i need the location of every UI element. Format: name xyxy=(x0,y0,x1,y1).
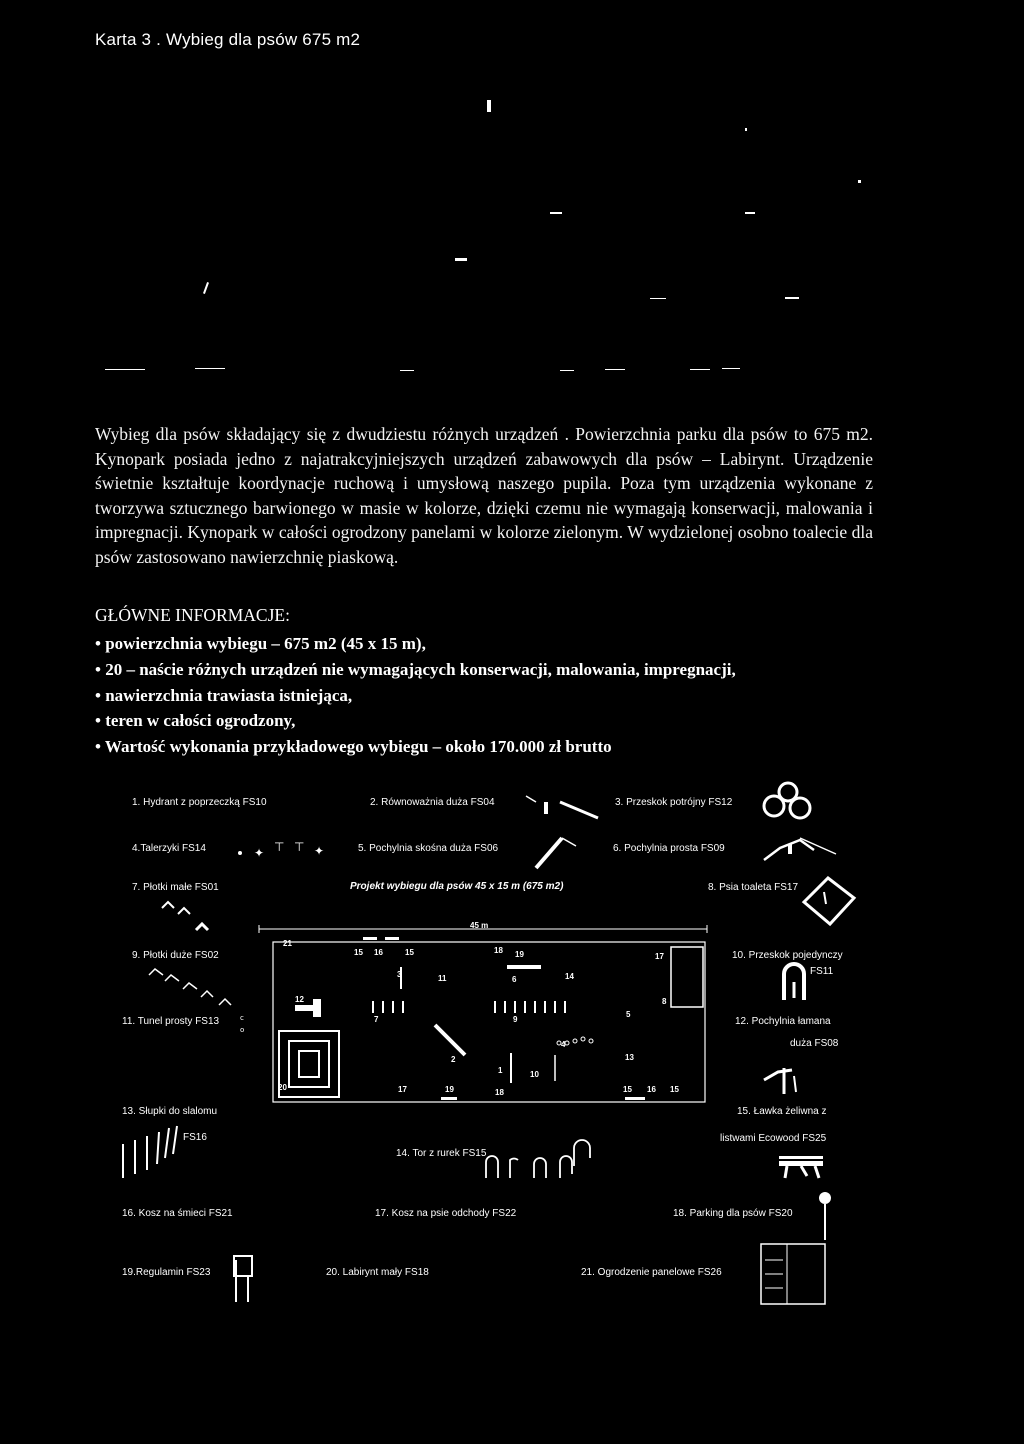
plan-number: 17 xyxy=(655,952,664,961)
svg-text:✦: ✦ xyxy=(254,846,265,860)
hydrant-icon xyxy=(0,0,1,1)
single-jump-icon xyxy=(780,962,812,1004)
plan-number: 3 xyxy=(397,970,402,979)
info-item: • nawierzchnia trawiasta istniejąca, xyxy=(95,683,736,709)
dimension-label: 45 m xyxy=(470,921,489,930)
legend-item: 17. Kosz na psie odchody FS22 xyxy=(375,1208,517,1219)
legend-item: 8. Psia toaleta FS17 xyxy=(708,882,799,893)
legend-item: FS16 xyxy=(183,1132,207,1143)
legend-item: 1. Hydrant z poprzeczką FS10 xyxy=(132,797,267,808)
ramp-straight-icon xyxy=(760,830,840,870)
legend-item: 20. Labirynt mały FS18 xyxy=(326,1267,429,1278)
legend-item: 11. Tunel prosty FS13 xyxy=(122,1016,220,1027)
plan-number: 4 xyxy=(561,1040,566,1049)
legend-item: 18. Parking dla psów FS20 xyxy=(673,1208,793,1219)
legend-item: 21. Ogrodzenie panelowe FS26 xyxy=(581,1267,722,1278)
page-title: Karta 3 . Wybieg dla psów 675 m2 xyxy=(95,30,361,49)
intro-paragraph: Wybieg dla psów składający się z dwudziestu różnych urządzeń . Powierzchnia parku dla psów to 675 m2. Kynopark posiada jedno z najatrakcyjniejszych urządzeń zabawowych dla psów – Labirynt. Urządzenie świetnie kształtuje koordynacje ruchową i umysłową naszego pupila. Poza tym urządzenia wykonane z tworzywa sztucznego barwionego w masie w kolorze, dzięki czemu nie wymagają konserwacji, malowania i impregnacji. Kynopark w całości ogrodzony panelami w kolorze zielonym. W wydzielonej osobno toalecie dla psów zastosowano nawierzchnię piaskową. xyxy=(95,424,873,567)
plan-number: 5 xyxy=(626,1010,631,1019)
svg-text:o: o xyxy=(240,1026,245,1034)
slalom-poles-icon xyxy=(115,1124,185,1180)
pipe-course-icon xyxy=(480,1140,600,1180)
svg-text:✦: ✦ xyxy=(314,844,325,858)
plan-number: 6 xyxy=(512,975,517,984)
site-plan xyxy=(255,915,715,1110)
project-title: Projekt wybiegu dla psów 45 x 15 m (675 m2) xyxy=(350,881,564,892)
info-item: • powierzchnia wybiegu – 675 m2 (45 x 15 m), xyxy=(95,631,736,657)
legend-item: listwami Ecowood FS25 xyxy=(720,1133,827,1144)
legend-item: 19.Regulamin FS23 xyxy=(122,1267,211,1278)
plan-number: 10 xyxy=(530,1070,539,1079)
legend-item: 7. Płotki małe FS01 xyxy=(132,882,219,893)
info-item: • 20 – naście różnych urządzeń nie wymagających konserwacji, malowania, impregnacji, xyxy=(95,657,736,683)
panel-fence-icon xyxy=(757,1240,827,1308)
plates-icon xyxy=(230,837,330,861)
plan-number: 11 xyxy=(438,974,447,983)
plan-number: 15 xyxy=(354,948,363,957)
legend-item: 5. Pochylnia skośna duża FS06 xyxy=(358,843,499,854)
plan-number: 20 xyxy=(278,1083,287,1092)
plan-number: 16 xyxy=(374,948,383,957)
plan-number: 12 xyxy=(295,995,304,1004)
small-fences-icon xyxy=(158,898,218,938)
plan-number: 7 xyxy=(374,1015,379,1024)
plan-number: 15 xyxy=(670,1085,679,1094)
info-item: • teren w całości ogrodzony, xyxy=(95,708,736,734)
svg-text:⊤: ⊤ xyxy=(274,840,285,854)
plan-number: 21 xyxy=(283,939,292,948)
dog-toilet-icon xyxy=(800,874,860,932)
plan-number: 9 xyxy=(513,1015,518,1024)
legend-item: 12. Pochylnia łamana xyxy=(735,1016,831,1027)
plan-number: 15 xyxy=(405,948,414,957)
plan-number: 19 xyxy=(515,950,524,959)
legend-item: 13. Słupki do slalomu xyxy=(122,1106,218,1117)
legend-item: 4.Talerzyki FS14 xyxy=(132,843,206,854)
plan-number: 19 xyxy=(445,1085,454,1094)
plan-number: 15 xyxy=(623,1085,632,1094)
plan-number: 1 xyxy=(498,1066,503,1075)
broken-ramp-icon xyxy=(760,1062,806,1098)
plan-number: 13 xyxy=(625,1053,634,1062)
legend-item: 2. Równoważnia duża FS04 xyxy=(370,797,495,808)
legend-item: 14. Tor z rurek FS15 xyxy=(396,1148,487,1159)
ramp-diagonal-icon xyxy=(530,832,580,872)
info-item: • Wartość wykonania przykładowego wybiegu – około 170.000 zł brutto xyxy=(95,734,736,760)
legend-item: duża FS08 xyxy=(790,1038,839,1049)
triple-jump-icon xyxy=(760,778,816,822)
legend-item: FS11 xyxy=(810,966,834,977)
large-fences-icon xyxy=(145,965,245,1009)
plan-number: 16 xyxy=(647,1085,656,1094)
info-list xyxy=(95,631,736,760)
legend-item: 16. Kosz na śmieci FS21 xyxy=(122,1208,233,1219)
plan-number: 18 xyxy=(495,1088,504,1097)
svg-text:c: c xyxy=(240,1014,244,1022)
plan-number: 8 xyxy=(662,997,667,1006)
tunnel-icon xyxy=(240,1012,252,1036)
legend-item: 10. Przeskok pojedynczy xyxy=(732,950,843,961)
plan-number: 18 xyxy=(494,946,503,955)
info-heading: GŁÓWNE INFORMACJE: xyxy=(95,605,290,625)
plan-number: 14 xyxy=(565,972,574,981)
dog-parking-icon xyxy=(815,1190,835,1242)
legend-item: 6. Pochylnia prosta FS09 xyxy=(613,843,725,854)
legend-item: 15. Ławka żeliwna z xyxy=(737,1106,827,1117)
plan-number: 17 xyxy=(398,1085,407,1094)
bench-icon xyxy=(775,1150,835,1180)
legend-item: 9. Płotki duże FS02 xyxy=(132,950,219,961)
balance-beam-icon xyxy=(520,792,600,822)
regulations-board-icon xyxy=(228,1250,256,1306)
legend-item: 3. Przeskok potrójny FS12 xyxy=(615,797,733,808)
plan-number: 2 xyxy=(451,1055,456,1064)
svg-text:⊤: ⊤ xyxy=(294,840,305,854)
